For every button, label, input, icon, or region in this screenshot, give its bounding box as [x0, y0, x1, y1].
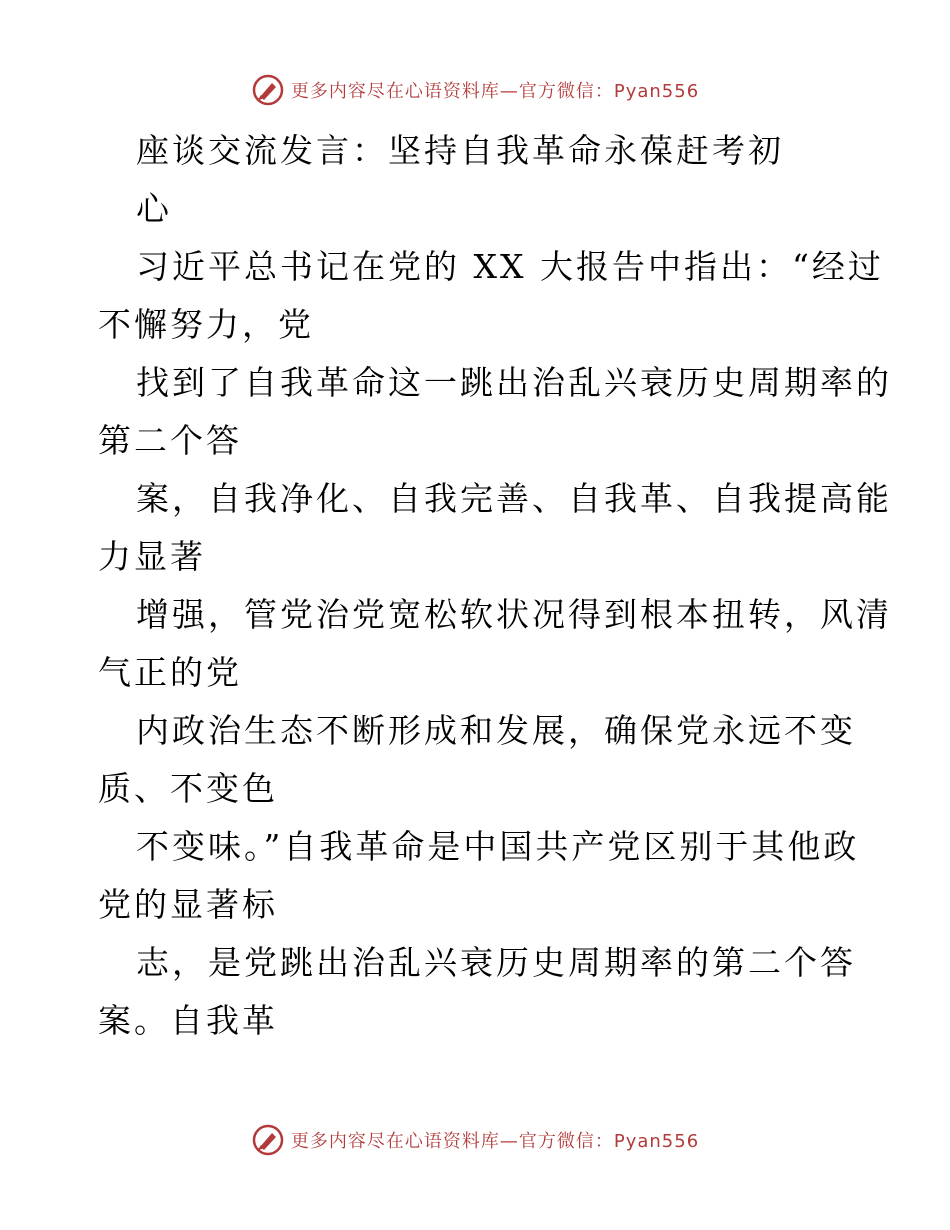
text-line: 案。自我革 — [98, 1001, 278, 1040]
text-line: 不懈努力，党 — [98, 305, 314, 344]
text-line: 志，是党跳出治乱兴衰历史周期率的第二个答 — [136, 943, 856, 982]
text-line: 质、不变色 — [98, 769, 278, 808]
text-line: 案，自我净化、自我完善、自我革、自我提高能 — [136, 479, 892, 518]
text-line: 力显著 — [98, 537, 206, 576]
text-line: 增强，管党治党宽松软状况得到根本扭转，风清 — [136, 595, 892, 634]
watermark-text: 更多内容尽在心语资料库—官方微信：Pyan556 — [290, 1131, 700, 1152]
text-line: 内政治生态不断形成和发展，确保党永远不变 — [136, 711, 856, 750]
text-line: 气正的党 — [98, 653, 242, 692]
watermark-text: 更多内容尽在心语资料库—官方微信：Pyan556 — [290, 81, 700, 102]
text-line: 第二个答 — [98, 421, 242, 460]
text-line: 党的显著标 — [98, 885, 278, 924]
text-line: 座谈交流发言：坚持自我革命永葆赶考初 — [136, 131, 784, 170]
footer-watermark — [0, 1120, 950, 1160]
pen-nib-logo-icon — [251, 1123, 285, 1157]
header-watermark — [0, 70, 950, 110]
document-body — [98, 122, 892, 1050]
text-line: 习近平总书记在党的 XX 大报告中指出：“经过 — [136, 247, 884, 286]
text-line: 不变味。”自我革命是中国共产党区别于其他政 — [136, 827, 860, 866]
text-line: 心 — [136, 189, 172, 228]
pen-nib-logo-icon — [251, 73, 285, 107]
text-line: 找到了自我革命这一跳出治乱兴衰历史周期率的 — [136, 363, 892, 402]
